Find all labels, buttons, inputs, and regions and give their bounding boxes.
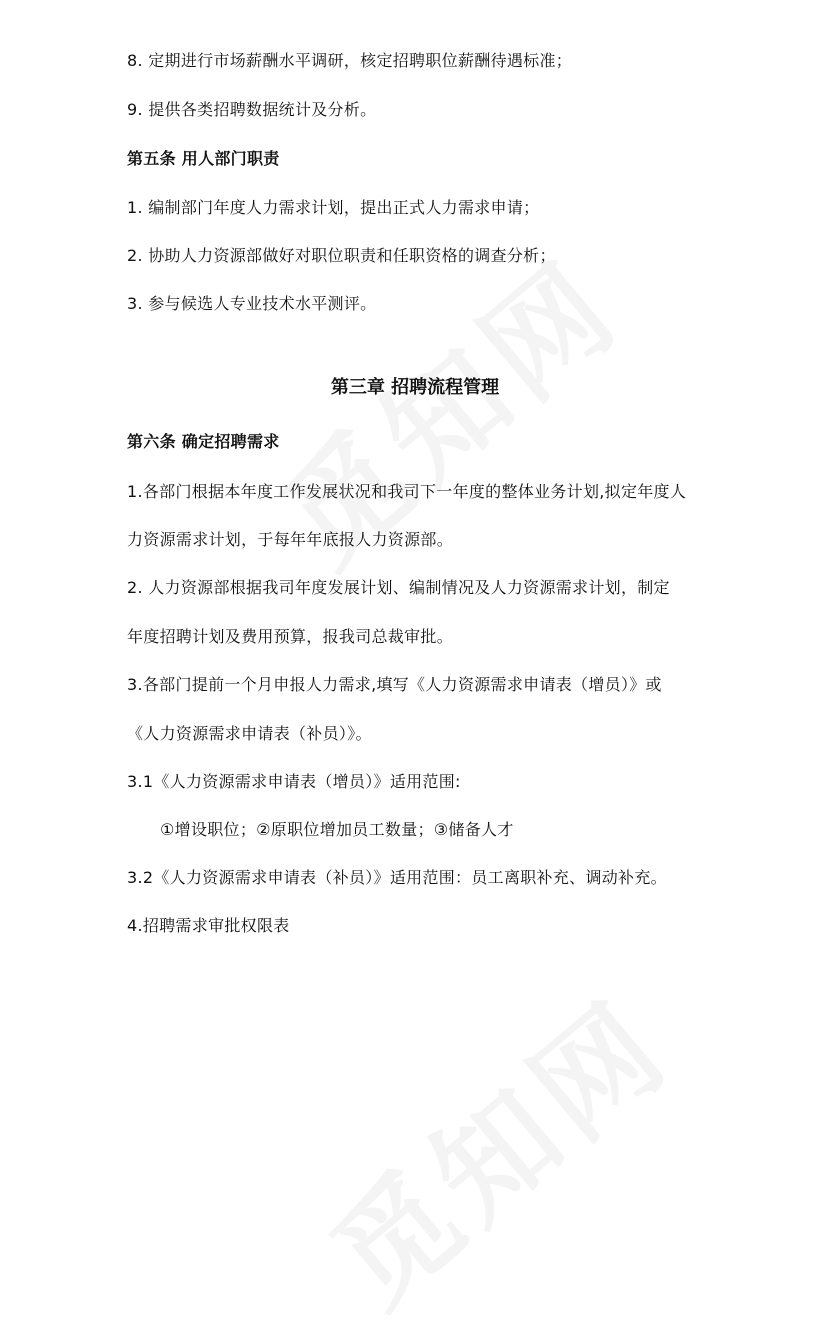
paragraph-2-line-1: 2. 人力资源部根据我司年度发展计划、编制情况及人力资源需求计划，制定 [127,578,670,597]
paragraph-2-line-2: 年度招聘计划及费用预算，报我司总裁审批。 [127,627,454,646]
article-5-item-1: 1. 编制部门年度人力需求计划，提出正式人力需求申请； [127,198,540,217]
article-6-heading: 第六条 确定招聘需求 [127,432,280,451]
paragraph-3-1: 3.1《人力资源需求申请表（增员）》适用范围: [127,772,461,791]
article-5-heading: 第五条 用人部门职责 [127,149,280,168]
paragraph-3-1-items: ①增设职位；②原职位增加员工数量；③储备人才 [160,820,514,839]
paragraph-1-line-2: 力资源需求计划，于每年年底报人力资源部。 [127,530,454,549]
paragraph-item-8: 8. 定期进行市场薪酬水平调研，核定招聘职位薪酬待遇标准； [127,51,573,70]
watermark [290,955,699,1337]
paragraph-1-line-1: 1.各部门根据本年度工作发展状况和我司下一年度的整体业务计划,拟定年度人 [127,482,687,501]
paragraph-3-2: 3.2《人力资源需求申请表（补员）》适用范围：员工离职补充、调动补充。 [127,868,667,887]
paragraph-3-line-2: 《人力资源需求申请表（补员）》。 [127,724,372,743]
chapter-title: 第三章 招聘流程管理 [330,377,500,398]
article-5-item-3: 3. 参与候选人专业技术水平测评。 [127,294,377,313]
paragraph-item-9: 9. 提供各类招聘数据统计及分析。 [127,100,377,119]
paragraph-4: 4.招聘需求审批权限表 [127,916,290,935]
paragraph-3-line-1: 3.各部门提前一个月申报人力需求,填写《人力资源需求申请表（增员）》或 [127,675,662,694]
article-5-item-2: 2. 协助人力资源部做好对职位职责和任职资格的调查分析； [127,246,556,265]
